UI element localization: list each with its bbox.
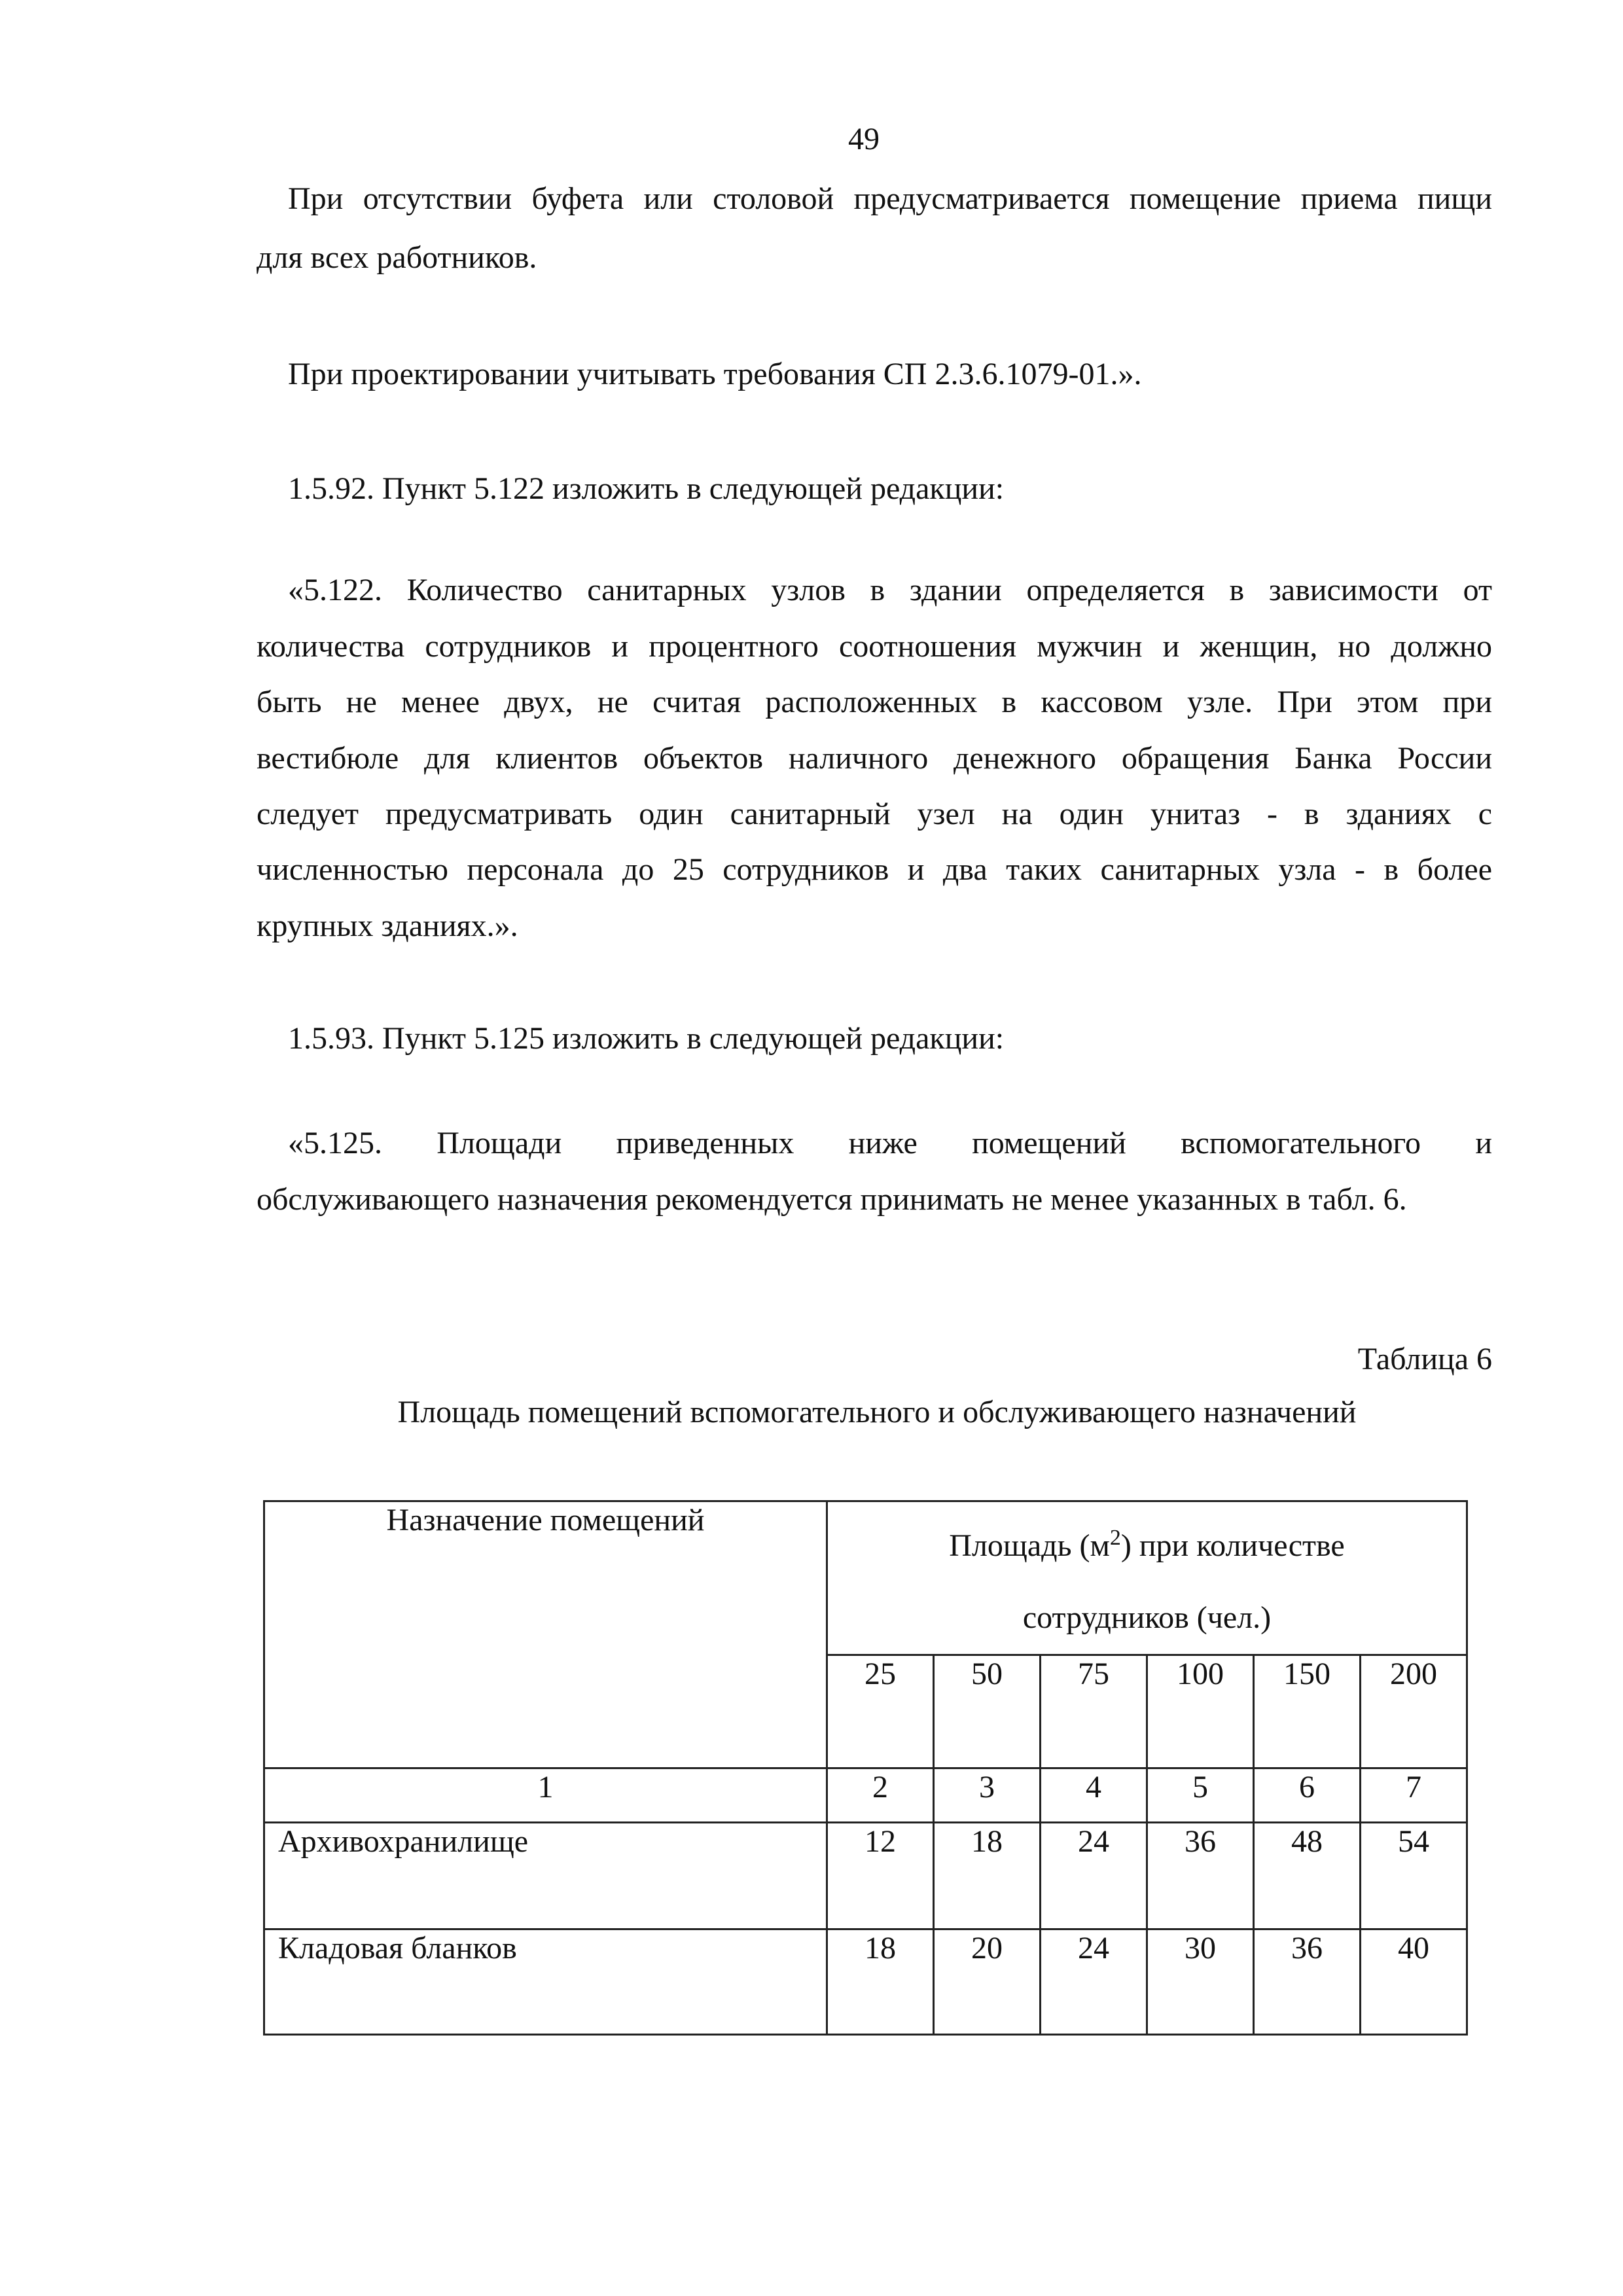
column-number: 6 <box>1254 1768 1361 1823</box>
paragraph-text: количества сотрудников и процентного соотношения мужчин и женщин, но должно <box>257 629 1492 664</box>
area-table <box>263 1500 1468 2036</box>
section-heading: 1.5.92. Пункт 5.122 изложить в следующей редакции: <box>288 471 1005 506</box>
room-name: Кладовая бланков <box>264 1929 827 2035</box>
table-row <box>264 1823 1467 1929</box>
column-number: 2 <box>827 1768 934 1823</box>
column-number: 3 <box>934 1768 1041 1823</box>
column-number: 7 <box>1361 1768 1467 1823</box>
header-purpose: Назначение помещений <box>386 1503 705 1537</box>
area-value: 12 <box>827 1823 934 1929</box>
paragraph-text: для всех работников. <box>257 240 537 275</box>
area-value: 36 <box>1147 1823 1254 1929</box>
header-area-subtext: сотрудников (чел.) <box>1022 1600 1272 1635</box>
page-number: 49 <box>848 122 880 156</box>
column-number-row <box>264 1768 1467 1823</box>
header-purpose-cell <box>264 1501 827 1768</box>
paragraph-text: обслуживающего назначения рекомендуется принимать не менее указанных в табл. 6. <box>257 1182 1407 1217</box>
header-area-text: Площадь $(м^2)$ при количестве <box>949 1526 1345 1563</box>
table-label: Таблица 6 <box>1357 1342 1492 1376</box>
paragraph-text: При проектировании учитывать требования СП 2.3.6.1079-01.». <box>288 357 1142 391</box>
area-value: 36 <box>1254 1929 1361 2035</box>
paragraph-text: крупных зданиях.». <box>257 908 518 943</box>
employee-count: 50 <box>934 1655 1041 1768</box>
column-number: 4 <box>1041 1768 1147 1823</box>
employee-count: 75 <box>1041 1655 1147 1768</box>
area-value: 18 <box>934 1823 1041 1929</box>
table-header-row <box>264 1501 1467 1655</box>
room-name: Архивохранилище <box>264 1823 827 1929</box>
column-number: 1 <box>264 1768 827 1823</box>
employee-count: 200 <box>1361 1655 1467 1768</box>
section-heading: 1.5.93. Пункт 5.125 изложить в следующей редакции: <box>288 1021 1005 1056</box>
employee-count: 100 <box>1147 1655 1254 1768</box>
employee-count: 25 <box>827 1655 934 1768</box>
area-value: 20 <box>934 1929 1041 2035</box>
area-value: 18 <box>827 1929 934 2035</box>
area-value: 40 <box>1361 1929 1467 2035</box>
area-value: 48 <box>1254 1823 1361 1929</box>
employee-count: 150 <box>1254 1655 1361 1768</box>
paragraph-text: следует предусматривать один санитарный узел на один унитаз - в зданиях с <box>257 797 1492 831</box>
area-value: 54 <box>1361 1823 1467 1929</box>
header-area-cell <box>827 1501 1467 1655</box>
paragraph-text: «5.125. Площади приведенных ниже помещений вспомогательного и <box>288 1126 1492 1160</box>
table-title: Площадь помещений вспомогательного и обслуживающего назначений <box>397 1395 1357 1429</box>
paragraph-text: вестибюле для клиентов объектов наличного денежного обращения Банка России <box>257 741 1492 776</box>
column-number: 5 <box>1147 1768 1254 1823</box>
paragraph-text: При отсутствии буфета или столовой предусматривается помещение приема пищи <box>288 181 1492 216</box>
paragraph-text: численностью персонала до 25 сотрудников и два таких санитарных узла - в более <box>257 852 1492 887</box>
area-value: 30 <box>1147 1929 1254 2035</box>
paragraph-text: «5.122. Количество санитарных узлов в здании определяется в зависимости от <box>288 573 1492 607</box>
area-value: 24 <box>1041 1929 1147 2035</box>
area-value: 24 <box>1041 1823 1147 1929</box>
paragraph-text: быть не менее двух, не считая расположенных в кассовом узле. При этом при <box>257 685 1492 719</box>
table-row <box>264 1929 1467 2035</box>
